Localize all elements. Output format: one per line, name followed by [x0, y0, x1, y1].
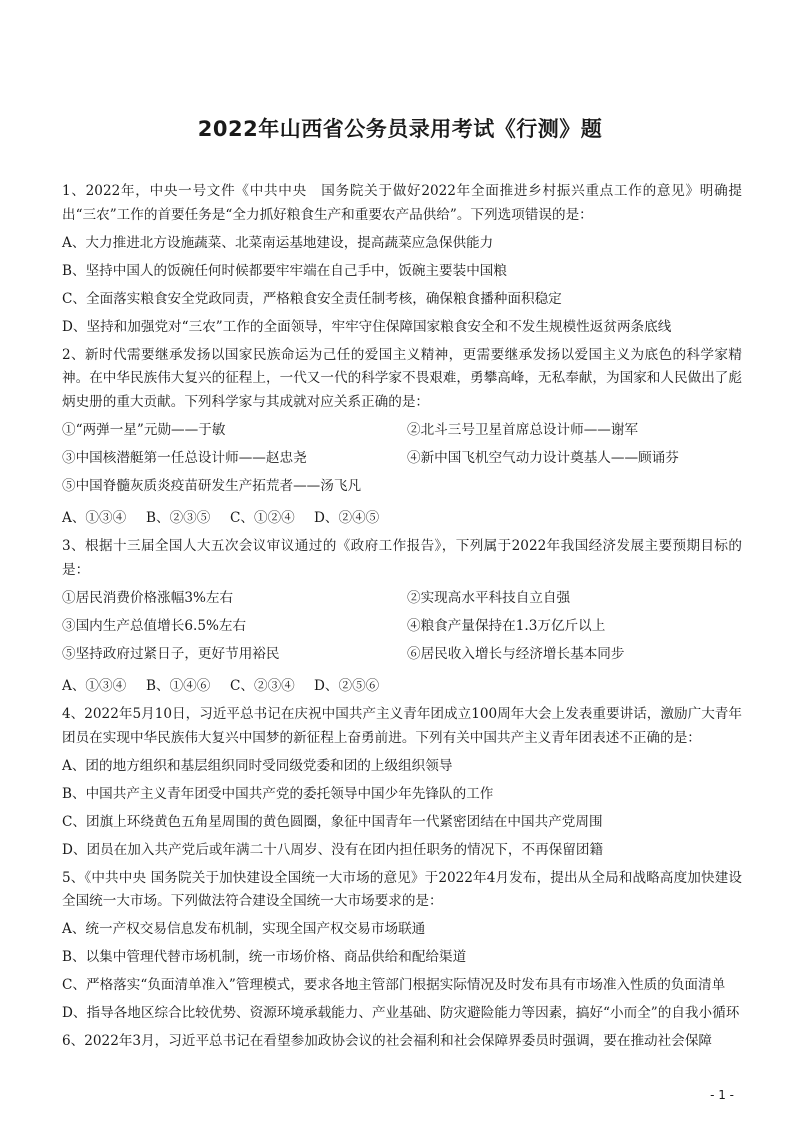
question-1-stem: 1、2022年，中央一号文件《中共中央 国务院关于做好2022年全面推进乡村振兴重点工作的意见》明确提出“三农”工作的首要任务是“全力抓好粮食生产和重要农产品供给”。下列选项错误的是：: [62, 183, 742, 223]
question-3-answer-c: C、②③④: [230, 678, 295, 694]
question-5-option-d: D、指导各地区综合比较优势、资源环境承载能力、产业基础、防灾避险能力等因素，搞好“小而全”的自我小循环: [62, 1005, 740, 1021]
question-2-item-2: ②北斗三号卫星首席总设计师——谢军: [407, 421, 639, 438]
question-5-option-b: B、以集中管理代替市场机制，统一市场价格、商品供给和配给渠道: [62, 949, 467, 965]
question-3-item-6: ⑥居民收入增长与经济增长基本同步: [407, 645, 625, 662]
question-1-option-d: D、坚持和加强党对“三农”工作的全面领导，牢牢守住保障国家粮食安全和不发生规模性返贫两条底线: [62, 318, 672, 335]
question-1-option-b: B、坚持中国人的饭碗任何时候都要牢牢端在自己手中，饭碗主要装中国粮: [62, 262, 507, 279]
question-3-item-3: ③国内生产总值增长6.5%左右: [62, 617, 247, 634]
question-3-answer-b: B、①④⑥: [146, 678, 211, 694]
question-2-answer-a: A、①③④: [62, 510, 127, 526]
question-4-option-c: C、团旗上环绕黄色五角星周围的黄色圆圈，象征中国青年一代紧密团结在中国共产党周围: [62, 813, 603, 830]
question-2-item-3: ③中国核潜艇第一任总设计师——赵忠尧: [62, 449, 307, 466]
question-1-option-a: A、大力推进北方设施蔬菜、北菜南运基地建设，提高蔬菜应急保供能力: [62, 234, 494, 251]
question-5-option-c: C、严格落实“负面清单准入”管理模式，要求各地主管部门根据实际情况及时发布具有市场准入性质的负面清单: [62, 977, 726, 993]
question-5-stem: 5、《中共中央 国务院关于加快建设全国统一大市场的意见》于2022年4月发布，提出从全局和战略高度加快建设全国统一大市场。下列做法符合建设全国统一大市场要求的是：: [62, 869, 742, 909]
question-3-answer-a: A、①③④: [62, 678, 127, 694]
question-3-item-4: ④粮食产量保持在1.3万亿斤以上: [407, 617, 606, 634]
question-4-stem: 4、2022年5月10日，习近平总书记在庆祝中国共产主义青年团成立100周年大会上发表重要讲话，激励广大青年团员在实现中华民族伟大复兴中国梦的新征程上奋勇前进。下列有关中国共产主义青年团表述不正确的是：: [62, 706, 742, 746]
question-3-stem: 3、根据十三届全国人大五次会议审议通过的《政府工作报告》，下列属于2022年我国经济发展主要预期目标的是：: [62, 538, 742, 578]
question-3-answers: [62, 675, 742, 699]
question-2-answers: [62, 507, 742, 531]
question-2-items: [62, 419, 742, 503]
question-3-item-2: ②实现高水平科技自立自强: [407, 589, 571, 606]
question-3-item-1: ①居民消费价格涨幅3%左右: [62, 589, 234, 606]
question-2-answer-c: C、①②④: [230, 510, 295, 526]
question-2-stem: 2、新时代需要继承发扬以国家民族命运为己任的爱国主义精神，更需要继承发扬以爱国主义为底色的科学家精神。在中华民族伟大复兴的征程上，一代又一代的科学家不畏艰难，勇攀高峰，无私奉献，为国家和人民做出了彪炳史册的重大贡献。下列科学家与其成就对应关系正确的是：: [62, 346, 742, 410]
question-4-option-b: B、中国共产主义青年团受中国共产党的委托领导中国少年先锋队的工作: [62, 785, 494, 802]
question-6-stem: 6、2022年3月，习近平总书记在看望参加政协会议的社会福利和社会保障界委员时强调，要在推动社会保障: [62, 1033, 713, 1049]
question-2-answer-d: D、②④⑤: [314, 510, 380, 526]
question-2-item-4: ④新中国飞机空气动力设计奠基人——顾诵芬: [407, 449, 679, 466]
question-list: [62, 180, 742, 1058]
document-title: 2022年山西省公务员录用考试《行测》题: [197, 117, 603, 141]
question-3-answer-d: D、②⑤⑥: [314, 678, 380, 694]
question-2-answer-b: B、②③⑤: [146, 510, 211, 526]
question-3-items: [62, 587, 742, 671]
page-number: - 1 -: [710, 1088, 734, 1102]
question-4-option-a: A、团的地方组织和基层组织同时受同级党委和团的上级组织领导: [62, 757, 453, 774]
question-2-item-1: ①“两弹一星”元勋——于敏: [62, 421, 226, 438]
question-2-item-5: ⑤中国脊髓灰质炎疫苗研发生产拓荒者——汤飞凡: [62, 477, 362, 494]
question-1-option-c: C、全面落实粮食安全党政同责，严格粮食安全责任制考核，确保粮食播种面积稳定: [62, 290, 562, 307]
question-3-item-5: ⑤坚持政府过紧日子，更好节用裕民: [62, 645, 280, 662]
question-5-option-a: A、统一产权交易信息发布机制，实现全国产权交易市场联通: [62, 921, 426, 937]
question-4-option-d: D、团员在加入共产党后或年满二十八周岁、没有在团内担任职务的情况下，不再保留团籍: [62, 841, 604, 858]
